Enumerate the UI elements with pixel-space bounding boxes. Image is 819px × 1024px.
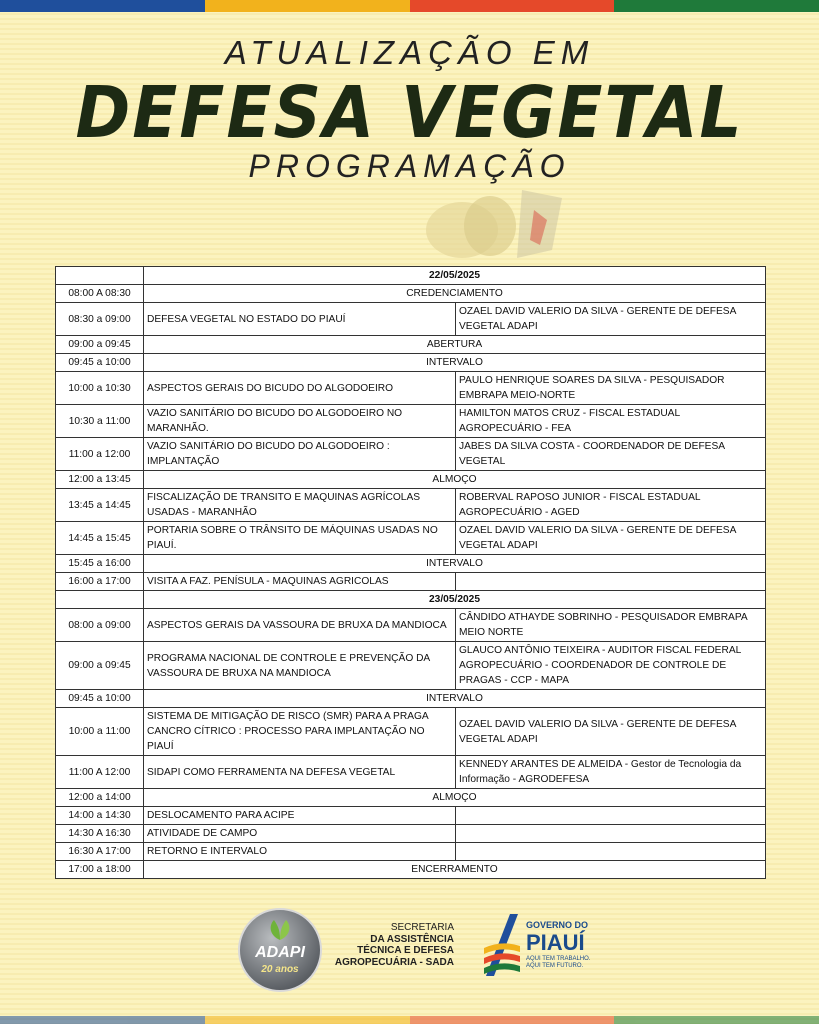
footer-logos: [0, 900, 819, 996]
speaker-cell: OZAEL DAVID VALERIO DA SILVA - GERENTE DE DEFESA VEGETAL ADAPI: [456, 303, 766, 336]
gov-slogan: [526, 956, 590, 970]
topic-cell: RETORNO E INTERVALO: [144, 843, 456, 861]
bottom-color-bar: [0, 1016, 819, 1024]
governo-piaui-logo: [480, 910, 600, 982]
sada-line: TÉCNICA E DEFESA: [357, 945, 454, 956]
sada-logo-text: [332, 922, 454, 968]
speaker-cell: PAULO HENRIQUE SOARES DA SILVA - PESQUISADOR EMBRAPA MEIO-NORTE: [456, 372, 766, 405]
speaker-cell: CÂNDIDO ATHAYDE SOBRINHO - PESQUISADOR EMBRAPA MEIO NORTE: [456, 609, 766, 642]
bar-red: [410, 0, 615, 12]
time-cell: 13:45 a 14:45: [56, 489, 144, 522]
time-cell: 08:00 a 09:00: [56, 609, 144, 642]
bar-green: [614, 0, 819, 12]
gov-slogan-line: AQUI TEM TRABALHO.: [526, 956, 591, 962]
date-row: [56, 591, 766, 609]
time-cell: 11:00 A 12:00: [56, 756, 144, 789]
schedule-row: [56, 690, 766, 708]
bar-yellow: [205, 1016, 410, 1024]
speaker-cell: KENNEDY ARANTES DE ALMEIDA - Gestor de Tecnologia da Informação - AGRODEFESA: [456, 756, 766, 789]
topic-cell: DEFESA VEGETAL NO ESTADO DO PIAUÍ: [144, 303, 456, 336]
time-cell: 14:00 a 14:30: [56, 807, 144, 825]
schedule-row: [56, 303, 766, 336]
topic-cell: ASPECTOS GERAIS DA VASSOURA DE BRUXA DA MANDIOCA: [144, 609, 456, 642]
speaker-cell: OZAEL DAVID VALERIO DA SILVA - GERENTE DE DEFESA VEGETAL ADAPI: [456, 708, 766, 756]
schedule-row: [56, 861, 766, 879]
title-line-3: PROGRAMAÇÃO: [248, 148, 571, 184]
speaker-cell: JABES DA SILVA COSTA - COORDENADOR DE DEFESA VEGETAL: [456, 438, 766, 471]
time-cell: 11:00 a 12:00: [56, 438, 144, 471]
schedule-row: [56, 372, 766, 405]
speaker-cell: ROBERVAL RAPOSO JUNIOR - FISCAL ESTADUAL AGROPECUÁRIO - AGED: [456, 489, 766, 522]
bar-green: [614, 1016, 819, 1024]
topic-cell: PROGRAMA NACIONAL DE CONTROLE E PREVENÇÃO DA VASSOURA DE BRUXA NA MANDIOCA: [144, 642, 456, 690]
speaker-cell: OZAEL DAVID VALERIO DA SILVA - GERENTE DE DEFESA VEGETAL ADAPI: [456, 522, 766, 555]
time-cell: 14:30 A 16:30: [56, 825, 144, 843]
speaker-cell: [456, 825, 766, 843]
empty-cell: [56, 267, 144, 285]
top-color-bar: [0, 0, 819, 12]
bar-blue: [0, 1016, 205, 1024]
topic-cell: ATIVIDADE DE CAMPO: [144, 825, 456, 843]
time-cell: 08:30 a 09:00: [56, 303, 144, 336]
schedule-row: [56, 354, 766, 372]
gov-slogan-line: AQUI TEM FUTURO.: [526, 963, 584, 969]
title-line-2: DEFESA VEGETAL: [75, 70, 744, 155]
session-cell: ENCERRAMENTO: [144, 861, 766, 879]
bar-red: [410, 1016, 615, 1024]
time-cell: 16:30 A 17:00: [56, 843, 144, 861]
speaker-cell: [456, 573, 766, 591]
schedule-row: [56, 573, 766, 591]
session-cell: INTERVALO: [144, 354, 766, 372]
topic-cell: DESLOCAMENTO PARA ACIPE: [144, 807, 456, 825]
time-cell: 16:00 a 17:00: [56, 573, 144, 591]
schedule-row: [56, 471, 766, 489]
schedule-row: [56, 807, 766, 825]
time-cell: 17:00 a 18:00: [56, 861, 144, 879]
gov-line1: GOVERNO DO: [526, 920, 589, 930]
empty-cell: [56, 591, 144, 609]
time-cell: 10:00 a 10:30: [56, 372, 144, 405]
schedule-row: [56, 405, 766, 438]
schedule-row: [56, 285, 766, 303]
speaker-cell: [456, 843, 766, 861]
speaker-cell: GLAUCO ANTÔNIO TEIXEIRA - AUDITOR FISCAL FEDERAL AGROPECUÁRIO - COORDENADOR DE CONTROLE DE PRAGAS - CCP - MAPA: [456, 642, 766, 690]
time-cell: 10:00 a 11:00: [56, 708, 144, 756]
piaui-flag-icon: [480, 910, 524, 982]
schedule-table: [55, 266, 766, 879]
time-cell: 09:00 a 09:45: [56, 336, 144, 354]
title-line-1: ATUALIZAÇÃO EM: [224, 34, 595, 71]
session-cell: ABERTURA: [144, 336, 766, 354]
sada-line: SECRETARIA: [390, 922, 454, 933]
time-cell: 14:45 a 15:45: [56, 522, 144, 555]
schedule-row: [56, 336, 766, 354]
topic-cell: VAZIO SANITÁRIO DO BICUDO DO ALGODOEIRO NO MARANHÃO.: [144, 405, 456, 438]
adapi-logo: [238, 908, 322, 992]
date-row: [56, 267, 766, 285]
schedule-row: [56, 708, 766, 756]
schedule-row: [56, 438, 766, 471]
schedule-row: [56, 555, 766, 573]
speaker-cell: [456, 807, 766, 825]
session-cell: CREDENCIAMENTO: [144, 285, 766, 303]
leaf-icon: [266, 918, 294, 942]
time-cell: 15:45 a 16:00: [56, 555, 144, 573]
schedule-row: [56, 609, 766, 642]
time-cell: 12:00 a 14:00: [56, 789, 144, 807]
topic-cell: ASPECTOS GERAIS DO BICUDO DO ALGODOEIRO: [144, 372, 456, 405]
gov-line2: PIAUÍ: [526, 930, 585, 955]
bar-blue: [0, 0, 205, 12]
time-cell: 09:00 a 09:45: [56, 642, 144, 690]
session-cell: INTERVALO: [144, 690, 766, 708]
schedule-row: [56, 825, 766, 843]
schedule-row: [56, 756, 766, 789]
session-cell: ALMOÇO: [144, 789, 766, 807]
schedule-row: [56, 789, 766, 807]
speaker-cell: HAMILTON MATOS CRUZ - FISCAL ESTADUAL AGROPECUÁRIO - FEA: [456, 405, 766, 438]
schedule-row: [56, 522, 766, 555]
topic-cell: FISCALIZAÇÃO DE TRANSITO E MAQUINAS AGRÍCOLAS USADAS - MARANHÃO: [144, 489, 456, 522]
adapi-logo-text: ADAPI: [255, 944, 305, 961]
date-cell: 23/05/2025: [144, 591, 766, 609]
decorative-leaf-illustration: [412, 180, 572, 260]
sada-line: AGROPECUÁRIA - SADA: [334, 956, 454, 968]
topic-cell: VAZIO SANITÁRIO DO BICUDO DO ALGODOEIRO : IMPLANTAÇÃO: [144, 438, 456, 471]
date-cell: 22/05/2025: [144, 267, 766, 285]
schedule-row: [56, 843, 766, 861]
sada-line: DA ASSISTÊNCIA: [370, 933, 454, 945]
bar-yellow: [205, 0, 410, 12]
topic-cell: SISTEMA DE MITIGAÇÃO DE RISCO (SMR) PARA A PRAGA CANCRO CÍTRICO : PROCESSO PARA IMPLANTAÇÃO NO PIAUÍ: [144, 708, 456, 756]
time-cell: 08:00 A 08:30: [56, 285, 144, 303]
schedule-row: [56, 489, 766, 522]
time-cell: 12:00 a 13:45: [56, 471, 144, 489]
adapi-anniversary-text: 20 anos: [261, 964, 299, 975]
time-cell: 10:30 a 11:00: [56, 405, 144, 438]
session-cell: ALMOÇO: [144, 471, 766, 489]
time-cell: 09:45 a 10:00: [56, 354, 144, 372]
topic-cell: VISITA A FAZ. PENÍSULA - MAQUINAS AGRICOLAS: [144, 573, 456, 591]
session-cell: INTERVALO: [144, 555, 766, 573]
time-cell: 09:45 a 10:00: [56, 690, 144, 708]
schedule-table-wrapper: [55, 266, 765, 879]
topic-cell: PORTARIA SOBRE O TRÂNSITO DE MÁQUINAS USADAS NO PIAUÍ.: [144, 522, 456, 555]
topic-cell: SIDAPI COMO FERRAMENTA NA DEFESA VEGETAL: [144, 756, 456, 789]
schedule-row: [56, 642, 766, 690]
